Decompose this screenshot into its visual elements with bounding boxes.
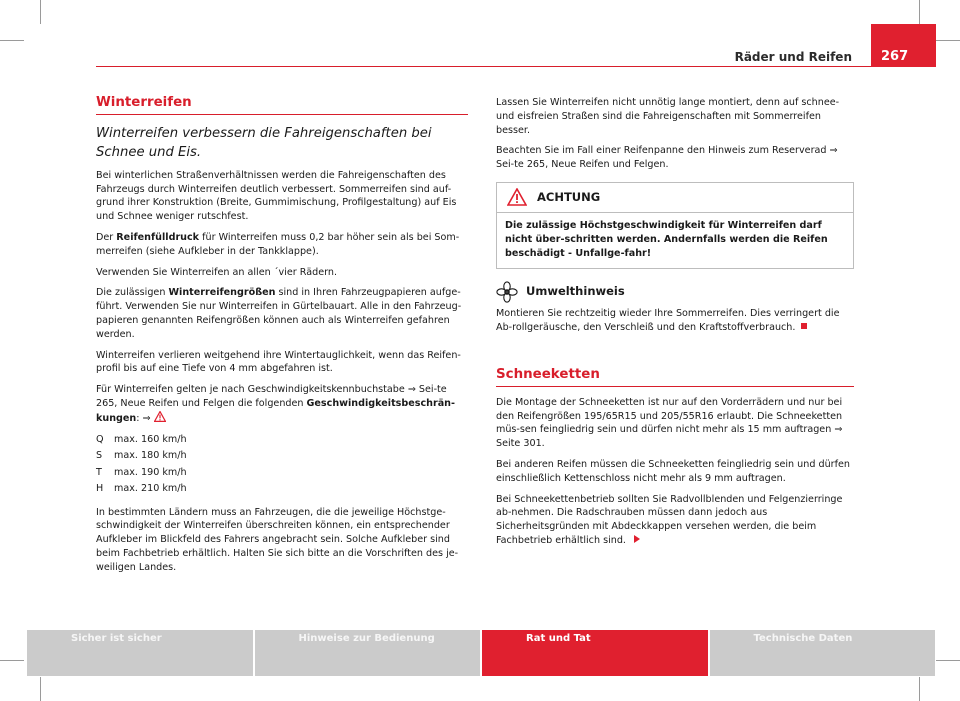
environment-note-title: Umwelthinweis [526,284,625,299]
flower-icon [496,281,518,303]
warning-icon[interactable] [154,411,166,422]
term-reifenfuelldruck: Reifenfülldruck [116,231,200,243]
paragraph: Die zulässigen Winterreifengrößen sind in Ihren Fahrzeugpapieren aufge-führt. Verwenden Sie nur Winterreifen in Gürtelbauart. Alle in den Fahrzeug-papieren genannten Reifengrößen können auch als Winterreifen gefahren werden. [96,287,462,340]
crop-mark [936,660,960,661]
paragraph: Verwenden Sie Winterreifen an allen ´vier Rädern. [96,266,338,278]
section-subtitle: Winterreifen verbessern die Fahreigenschaften bei Schnee und Eis. [96,125,432,160]
continue-arrow-icon [634,535,640,543]
crop-mark [40,0,41,24]
term-winterreifengroessen: Winterreifengrößen [168,287,276,299]
speed-list [96,433,468,499]
warning-title: ACHTUNG [537,189,601,204]
crop-mark [919,677,920,701]
paragraph: Bei winterlichen Straßenverhältnissen werden die Fahreigenschaften des Fahrzeugs durch Winterreifen deutlich verbessert. Sommerreifen sind auf-grund ihrer Konstruktion (Breite, Gummimischung, Profilgestaltung) auf Eis und Schnee weniger rutschfest. [96,169,457,223]
paragraph: Lassen Sie Winterreifen nicht unnötig lange montiert, denn auf schnee- und eisfreien Straßen sind die Fahreigenschaften mit Sommerreifen besser. [496,97,840,136]
crop-mark [0,660,24,661]
warning-header [497,183,853,213]
paragraph: Für Winterreifen gelten je nach Geschwindigkeitskennbuchstabe ⇒ Sei-te 265, Neue Reifen und Felgen die folgenden Geschwindigkeitsbeschrän-kungen: ⇒ [96,384,455,424]
paragraph: In bestimmten Ländern muss an Fahrzeugen, die die jeweilige Höchstge-schwindigkeit der Winterreifen überschreiten können, ein entsprechender Aufkleber im Blickfeld des Fahrers angebracht sein. Solche Aufkleber sind beim Fachbetrieb erhältlich. Halten Sie sich bitte an die Vorschriften des je-weiligen Landes. [96,506,459,573]
tab-rat-und-tat[interactable]: Rat und Tat [482,630,708,676]
footer-tabs [27,630,935,676]
list-item: H max. 210 km/h [96,483,187,495]
tab-sicher-ist-sicher[interactable]: Sicher ist sicher [27,630,253,676]
crop-mark [936,40,960,41]
list-item: S max. 180 km/h [96,450,187,462]
chapter-title: Räder und Reifen [734,50,852,64]
header-rule [96,66,936,67]
page-reference-link[interactable]: Für Winterreifen gelten je nach Geschwindigkeitskennbuchstabe ⇒ Sei-te 265, Neue Reifen und Felgen die folgenden [96,384,447,409]
section-title-winterreifen: Winterreifen [96,96,468,115]
term-geschwindigkeitsbeschraenkungen: Geschwindigkeitsbeschrän-kungen [96,397,455,424]
environment-note-text: Montieren Sie rechtzeitig wieder Ihre Sommerreifen. Dies verringert die Ab-rollgeräusche, den Verschleiß und den Kraftstoffverbrauch. [496,308,840,334]
list-item: T max. 190 km/h [96,466,187,478]
tab-hinweise-zur-bedienung[interactable]: Hinweise zur Bedienung [255,630,481,676]
paragraph: Die Montage der Schneeketten ist nur auf den Vorderrädern und nur bei den Reifengrößen 195/65R15 und 205/55R16 erlaubt. Die Schneeketten müs-sen feingliedrig sein und dürfen nicht mehr als 15 mm auftragen ⇒ Seite 301. [496,396,843,450]
paragraph: Bei anderen Reifen müssen die Schneeketten feingliedrig sein und dürfen einschließlich Kettenschloss nicht mehr als 9 mm auftragen. [496,458,850,484]
page-number: 267 [871,24,936,67]
crop-mark [919,0,920,24]
warning-box [496,182,854,269]
paragraph: Der Reifenfülldruck für Winterreifen muss 0,2 bar höher sein als bei Som-merreifen (siehe Aufkleber in der Tankklappe). [96,231,460,257]
end-marker-icon [801,323,807,329]
warning-icon [507,188,527,206]
paragraph: Winterreifen verlieren weitgehend ihre Wintertauglichkeit, wenn das Reifen-profil bis auf eine Tiefe von 4 mm abgefahren ist. [96,349,461,375]
right-column [496,96,854,555]
warning-text: Die zulässige Höchstgeschwindigkeit für Winterreifen darf nicht über-schritten werden. Andernfalls werden die Reifen beschädigt - Unfallge-fahr! [505,219,828,259]
list-item: Q max. 160 km/h [96,433,187,445]
crop-mark [0,40,24,41]
paragraph: Bei Schneekettenbetrieb sollten Sie Radvollblenden und Felgenzierringe ab-nehmen. Die Radschrauben müssen dann jedoch aus Sicherheitsgründen mit Abdeckkappen versehen werden, die beim Fachbetrieb erhältlich sind. [496,493,843,546]
crop-mark [40,677,41,701]
left-column [96,96,468,582]
section-title-schneeketten: Schneeketten [496,368,854,387]
environment-note-header [496,281,854,303]
paragraph: Beachten Sie im Fall einer Reifenpanne den Hinweis zum Reserverad ⇒ Sei-te 265, Neue Reifen und Felgen. [496,145,838,171]
tab-technische-daten[interactable]: Technische Daten [710,630,936,676]
